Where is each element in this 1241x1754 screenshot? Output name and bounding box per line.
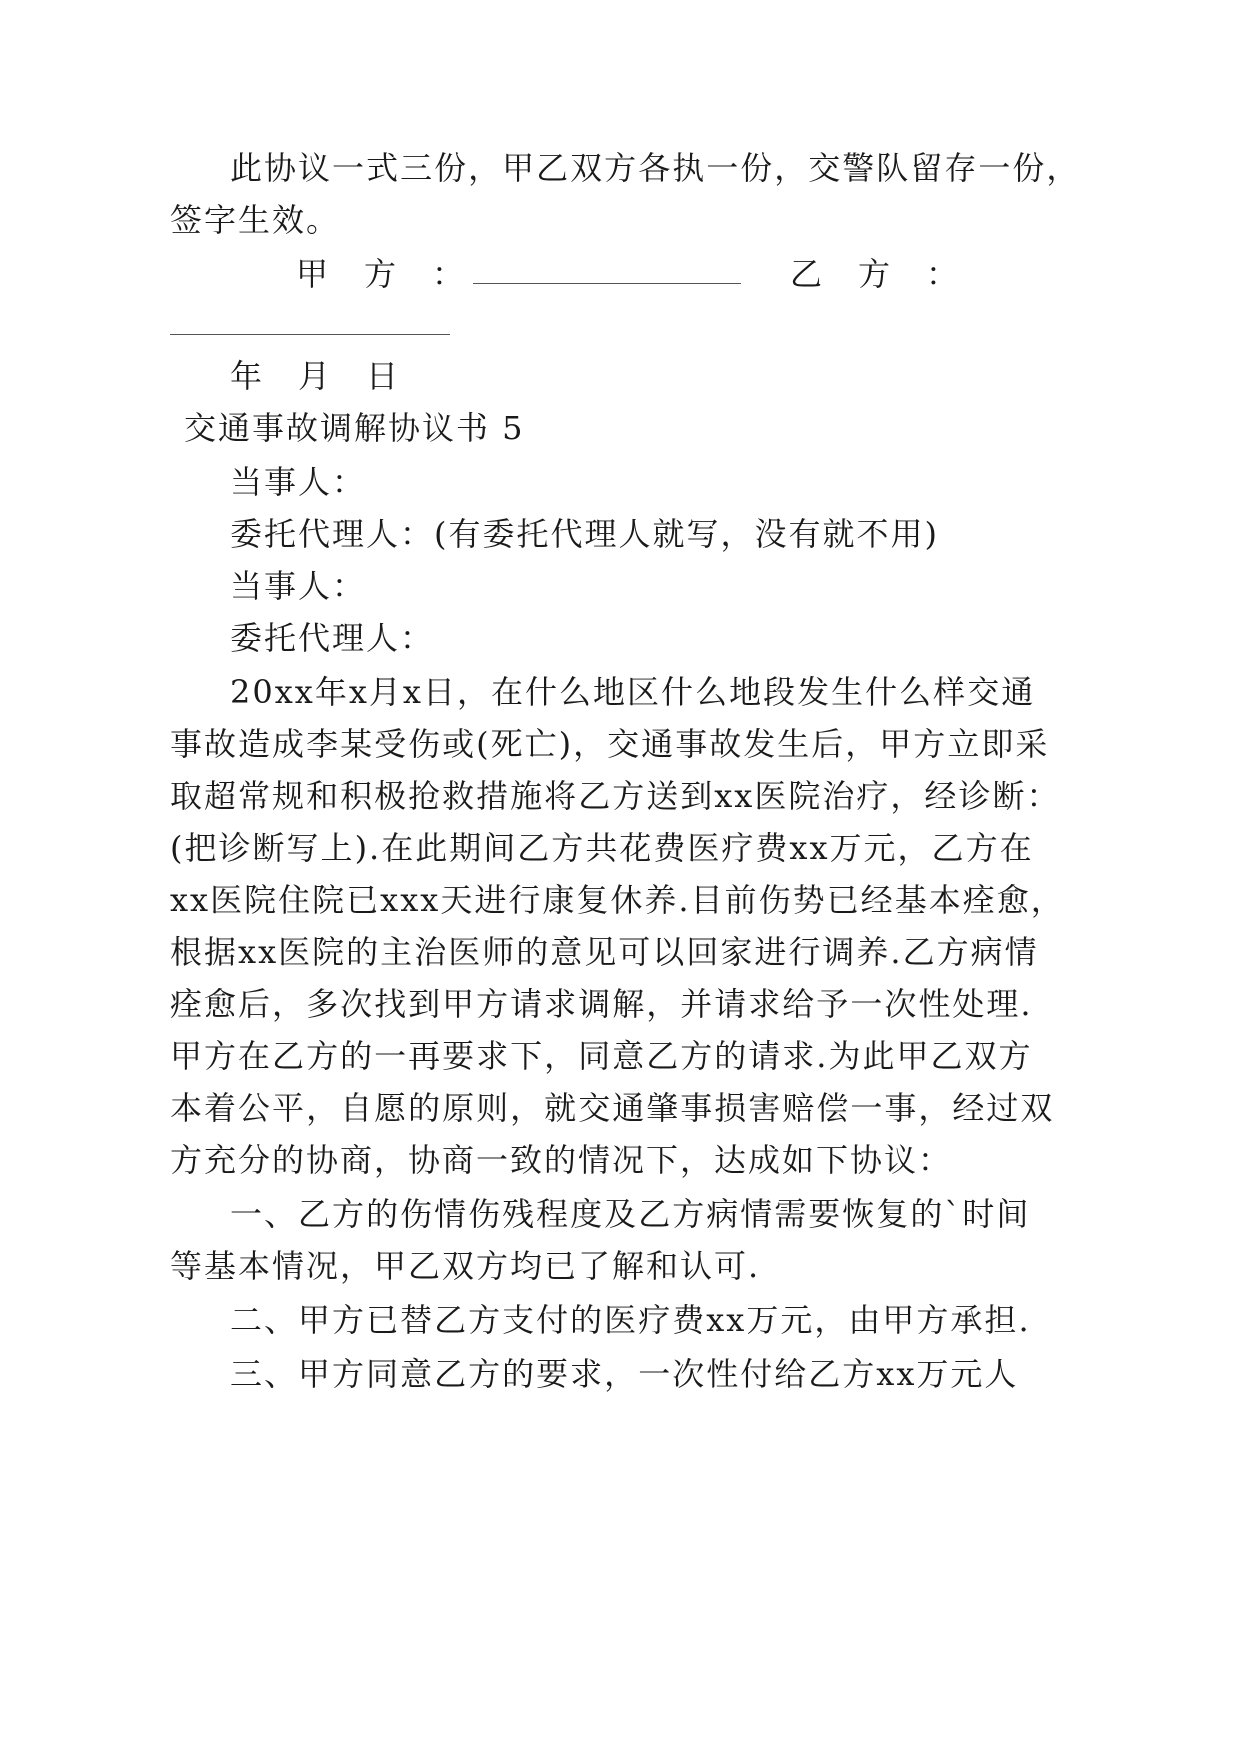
- body-line: 事 故 造 成 李 某 受 伤 或 ( 死 亡 ) ， 交 通 事 故 发 生 后 ， 甲 方 立 即 采: [170, 725, 1050, 763]
- paragraph-line: 签字生效。: [170, 201, 341, 239]
- body-line: 甲 方 在 乙 方 的 一 再 要 求 下 ， 同 意 乙 方 的 请 求 . 为 此 甲 乙 双 方: [170, 1037, 1033, 1075]
- body-line: 痊 愈 后 ， 多 次 找 到 甲 方 请 求 调 解 ， 并 请 求 给 予 一 次 性 处 理 .: [170, 985, 1033, 1023]
- body-line: 20xx 年 x 月 x 日 ， 在 什 么 地 区 什 么 地 段 发 生 什 么 样 交 通: [230, 673, 1036, 711]
- body-line: ( 把 诊 断 写 上 ) . 在 此 期 间 乙 方 共 花 费 医 疗 费 xx 万 元 ， 乙 方 在: [170, 829, 1034, 867]
- party-label: 当事人：: [230, 463, 367, 501]
- paragraph-line: 此 协 议 一 式 三 份 ， 甲 乙 双 方 各 执 一 份 ， 交 警 队 留 存 一 份 ，: [230, 149, 1081, 187]
- section-title: 交通事故调解协议书 5: [184, 409, 525, 447]
- body-line: xx 医 院 住 院 已 xxx 天 进 行 康 复 休 养 . 目 前 伤 势 已 经 基 本 痊 愈 ，: [170, 881, 1065, 919]
- clause-line: 等基本情况，甲乙双方均已了解和认可.: [170, 1247, 761, 1285]
- clause-line: 一 、 乙 方 的 伤 情 伤 残 程 度 及 乙 方 病 情 需 要 恢 复 的 ` 时 间: [230, 1195, 1031, 1233]
- signature-party-a-label: 甲 方 ：: [296, 255, 467, 293]
- body-line: 根 据 xx 医 院 的 主 治 医 师 的 意 见 可 以 回 家 进 行 调 养 . 乙 方 病 情: [170, 933, 1039, 971]
- agent-label: 委托代理人：(有委托代理人就写，没有就不用): [230, 515, 939, 553]
- date-line: 年 月 日: [230, 357, 401, 395]
- body-line: 本 着 公 平 ， 自 愿 的 原 则 ， 就 交 通 肇 事 损 害 赔 偿 一 事 ， 经 过 双: [170, 1089, 1055, 1127]
- clause-line: 二 、 甲 方 已 替 乙 方 支 付 的 医 疗 费 xx 万 元 ， 由 甲 方 承 担 .: [230, 1301, 1031, 1339]
- signature-party-b-label: 乙 方 ：: [790, 255, 961, 293]
- body-line: 取 超 常 规 和 积 极 抢 救 措 施 将 乙 方 送 到 xx 医 院 治 疗 ， 经 诊 断 ：: [170, 777, 1061, 815]
- body-line: 方充分的协商，协商一致的情况下，达成如下协议：: [170, 1141, 953, 1179]
- party-label: 当事人：: [230, 567, 367, 605]
- clause-line: 三 、 甲 方 同 意 乙 方 的 要 求 ， 一 次 性 付 给 乙 方 xx 万 元 人: [230, 1355, 1019, 1393]
- signature-blank-b: [170, 334, 450, 335]
- signature-blank-a: [473, 283, 741, 284]
- agent-label: 委托代理人：: [230, 619, 435, 657]
